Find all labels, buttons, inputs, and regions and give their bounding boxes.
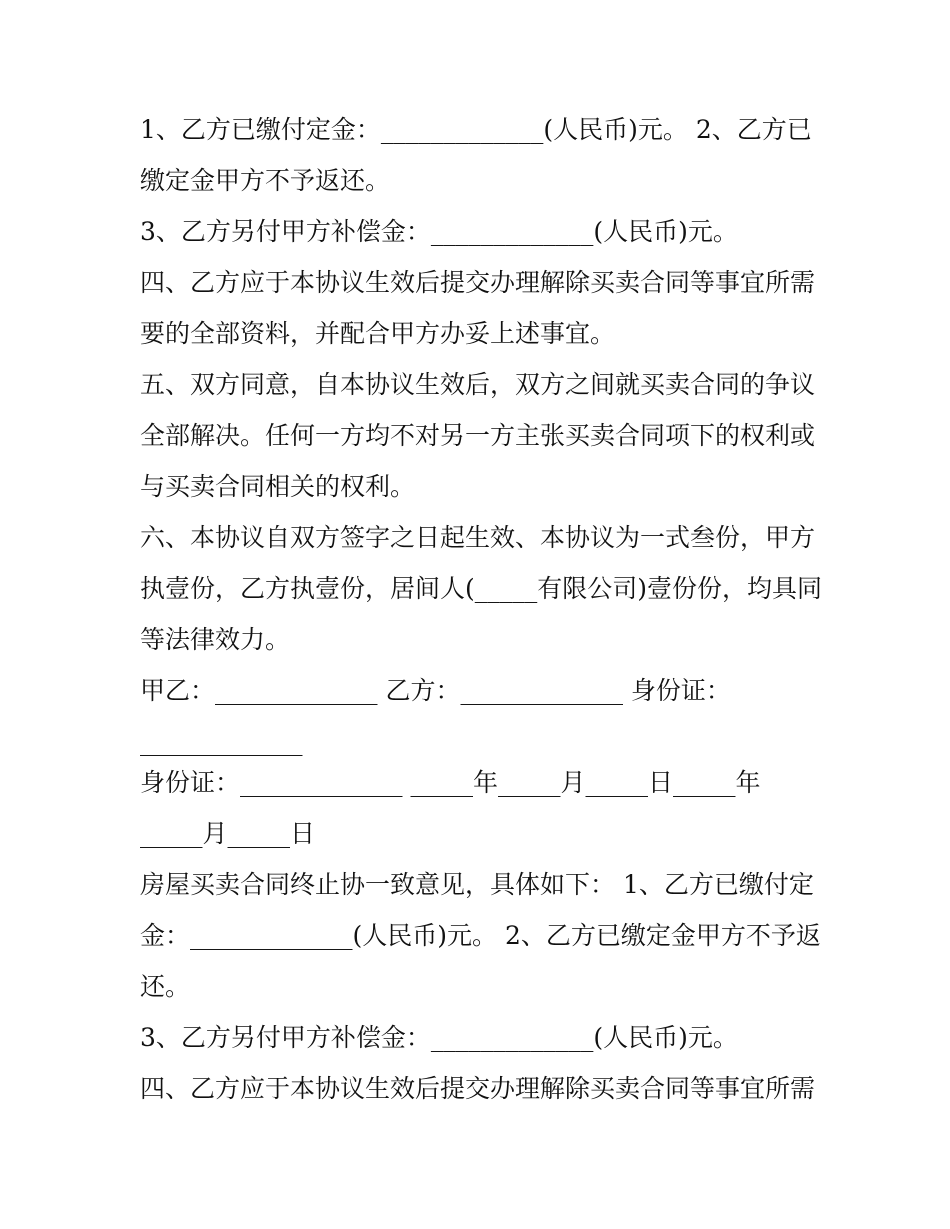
text-line: 1、乙方已缴付定金：_____________(人民币)元。 2、乙方已 — [140, 115, 812, 144]
text-line: 四、乙方应于本协议生效后提交办理解除买卖合同等事宜所需 — [140, 268, 816, 297]
text-line: 金：_____________(人民币)元。 2、乙方已缴定金甲方不予返 — [140, 921, 821, 950]
text-line: _____月_____日 — [140, 819, 316, 848]
text-line: 3、乙方另付甲方补偿金：_____________(人民币)元。 — [140, 1023, 738, 1052]
text-line: 身份证：_____________ _____年_____月_____日_____年 — [140, 768, 761, 797]
text-line: 全部解决。任何一方均不对另一方主张买卖合同项下的权利或 — [140, 421, 816, 450]
text-line: 等法律效力。 — [140, 625, 291, 654]
text-line: 房屋买卖合同终止协一致意见，具体如下： 1、乙方已缴付定 — [140, 870, 814, 899]
text-line: 执壹份，乙方执壹份，居间人(_____有限公司)壹份份，均具同 — [140, 574, 823, 603]
text-line: 甲乙：_____________ 乙方：_____________ 身份证： — [140, 676, 731, 705]
text-line: _____________ — [140, 727, 303, 756]
text-line: 四、乙方应于本协议生效后提交办理解除买卖合同等事宜所需 — [140, 1074, 816, 1103]
text-line: 缴定金甲方不予返还。 — [140, 166, 391, 195]
text-line: 五、双方同意，自本协议生效后，双方之间就买卖合同的争议 — [140, 370, 816, 399]
text-line: 还。 — [140, 972, 191, 1001]
text-line: 3、乙方另付甲方补偿金：_____________(人民币)元。 — [140, 217, 738, 246]
text-line: 与买卖合同相关的权利。 — [140, 472, 416, 501]
text-line: 要的全部资料，并配合甲方办妥上述事宜。 — [140, 319, 616, 348]
text-line: 六、本协议自双方签字之日起生效、本协议为一式叁份，甲方 — [140, 523, 816, 552]
